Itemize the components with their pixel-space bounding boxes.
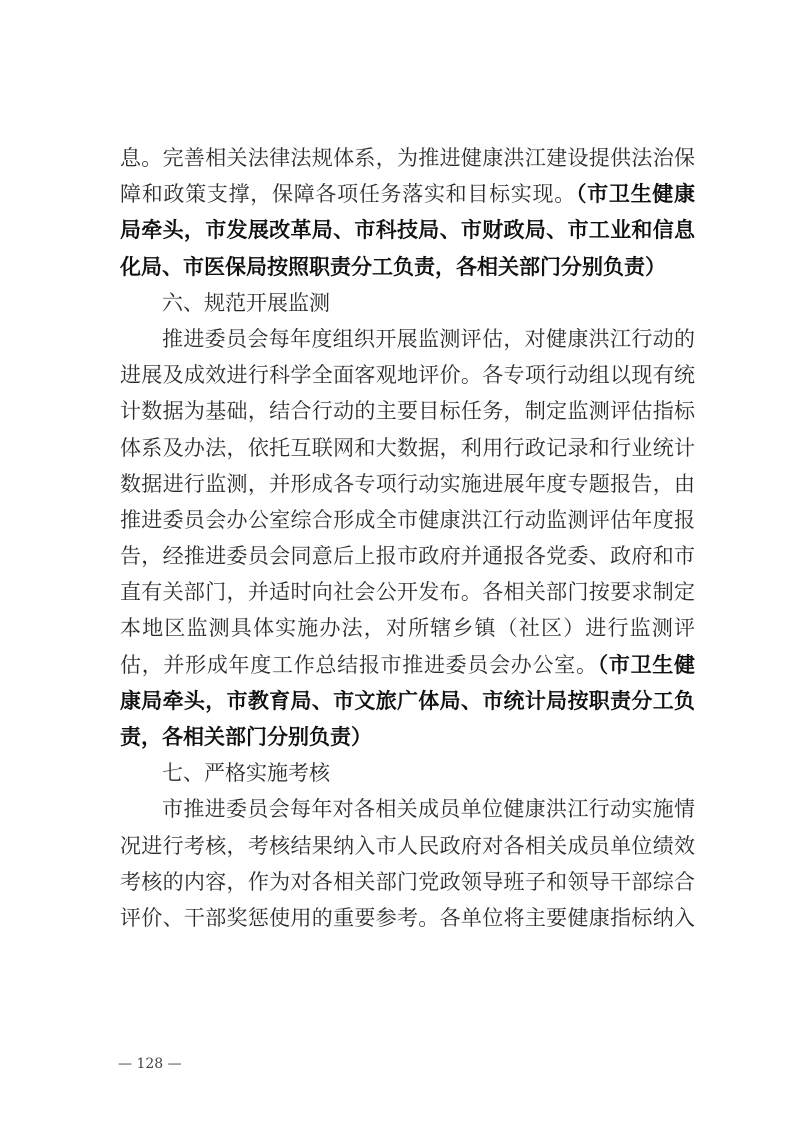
text-span: 估，并形成年度工作总结报市推进委员会办公室。 — [120, 652, 598, 677]
text-line: 体系及办法，依托互联网和大数据，利用行政记录和行业统计 — [120, 435, 695, 460]
responsibility-note: （市卫生健 — [597, 651, 695, 677]
text-line: 推进委员会办公室综合形成全市健康洪江行动监测评估年度报 — [120, 507, 695, 532]
responsibility-note: 责，各相关部门分别负责） — [120, 724, 372, 749]
text-line: 市推进委员会每年对各相关成员单位健康洪江行动实施情 — [162, 797, 695, 822]
responsibility-note: 康局牵头，市教育局、市文旅广体局、市统计局按职责分工负 — [120, 687, 695, 713]
text-line: 本地区监测具体实施办法，对所辖乡镇（社区）进行监测评 — [120, 616, 695, 641]
responsibility-note: （市卫生健康 — [575, 181, 695, 207]
text-line: 直有关部门，并适时向社会公开发布。各相关部门按要求制定 — [120, 580, 695, 605]
text-line: 评价、干部奖惩使用的重要参考。各单位将主要健康指标纳入 — [120, 905, 695, 930]
page-number: — 128 — — [118, 1056, 182, 1072]
responsibility-note: 局牵头，市发展改革局、市科技局、市财政局、市工业和信息 — [120, 217, 695, 243]
text-line — [120, 647, 695, 683]
text-line: 考核的内容，作为对各相关部门党政领导班子和领导干部综合 — [120, 869, 695, 894]
section-heading: 七、严格实施考核 — [162, 761, 330, 786]
text-line: 告，经推进委员会同意后上报市政府并通报各党委、政府和市 — [120, 544, 695, 569]
text-line: 况进行考核，考核结果纳入市人民政府对各相关成员单位绩效 — [120, 833, 695, 858]
text-line: 进展及成效进行科学全面客观地评价。各专项行动组以现有统 — [120, 363, 695, 388]
text-line: 计数据为基础，结合行动的主要目标任务，制定监测评估指标 — [120, 399, 695, 424]
section-heading: 六、规范开展监测 — [162, 290, 330, 315]
text-line — [120, 176, 695, 212]
document-body — [120, 140, 695, 936]
text-span: 障和政策支撑，保障各项任务落实和目标实现。 — [120, 182, 576, 207]
text-line: 息。完善相关法律法规体系，为推进健康洪江建设提供法治保 — [120, 146, 695, 170]
text-line: 推进委员会每年度组织开展监测评估，对健康洪江行动的 — [162, 326, 695, 351]
responsibility-note: 化局、市医保局按照职责分工负责，各相关部门分别负责） — [120, 253, 666, 279]
text-line: 数据进行监测，并形成各专项行动实施进展年度专题报告，由 — [120, 471, 695, 496]
